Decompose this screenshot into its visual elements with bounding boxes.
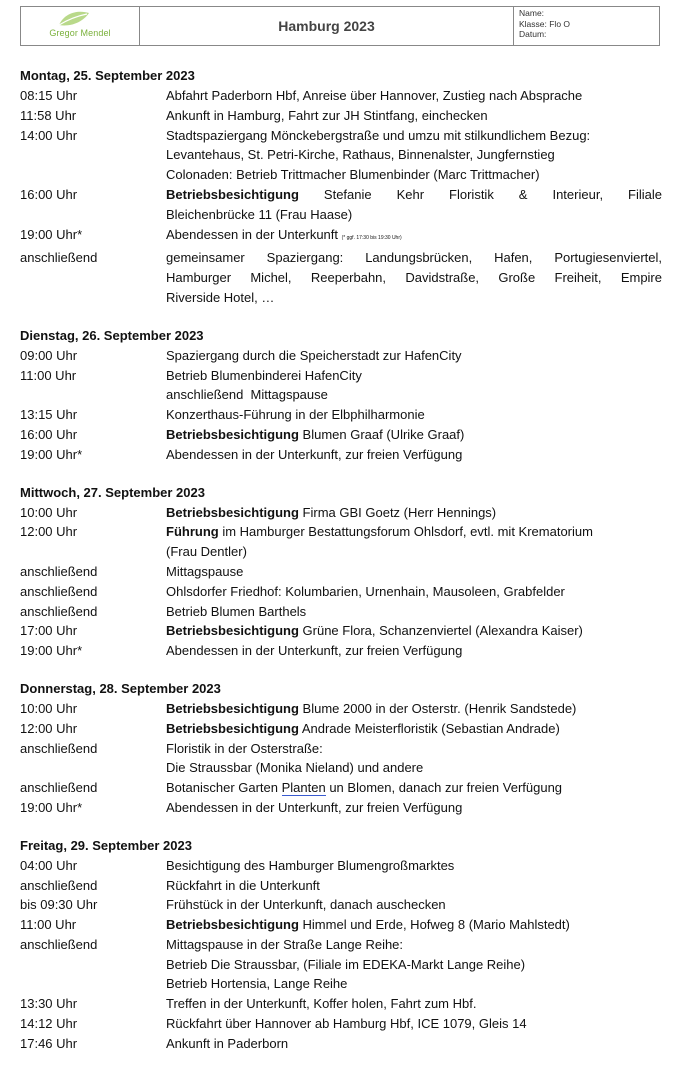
class-label: Klasse: Flo O (519, 18, 571, 29)
schedule-row (20, 935, 662, 994)
leaf-logo-icon (57, 10, 91, 28)
description: Ankunft in Paderborn (166, 1035, 289, 1051)
description: Spaziergang durch die Speicherstadt zur HafenCity (166, 347, 462, 363)
time: 11:00 Uhr (20, 917, 77, 933)
description-text: Blume 2000 in der Osterstr. (Henrik Sandstede) (298, 700, 577, 716)
description-line: Levantehaus, St. Petri-Kirche, Rathaus, Binnenalster, Jungfernstieg (166, 147, 555, 163)
footnote: (* ggf. 17:30 bis 19:30 Uhr) (341, 234, 402, 241)
time: anschließend (20, 740, 98, 756)
schedule-row (20, 445, 662, 465)
description: Betrieb Blumen Barthels (166, 603, 307, 619)
description: Rückfahrt über Hannover ab Hamburg Hbf, ICE 1079, Gleis 14 (166, 1016, 527, 1032)
description (166, 425, 662, 445)
day-title: Freitag, 29. September 2023 (20, 837, 192, 853)
time: 12:00 Uhr (20, 720, 78, 736)
document-title: Hamburg 2023 (140, 7, 514, 45)
time: 17:00 Uhr (20, 623, 78, 639)
description (166, 522, 662, 562)
time: 14:00 Uhr (20, 127, 78, 143)
schedule-row (20, 425, 662, 445)
time: anschließend (20, 936, 98, 952)
time: anschließend (20, 780, 98, 796)
schedule-row (20, 366, 662, 406)
bold-label: Betriebsbesichtigung (166, 623, 299, 639)
time: bis 09:30 Uhr (20, 897, 98, 913)
time: anschließend (20, 877, 98, 893)
time: 19:00 Uhr* (20, 643, 83, 659)
time: 04:00 Uhr (20, 857, 78, 873)
description: Ankunft in Hamburg, Fahrt zur JH Stintfang, einchecken (166, 107, 488, 123)
description-text: un Blomen, danach zur freien Verfügung (325, 780, 563, 796)
schedule-row (20, 248, 662, 307)
description: Frühstück in der Unterkunft, danach auschecken (166, 897, 446, 913)
description (166, 739, 662, 779)
planten-link[interactable]: Planten (281, 780, 326, 796)
description (166, 935, 662, 994)
description-text: Stefanie Kehr Floristik & Interieur, Filiale (298, 186, 662, 202)
description-line: (Frau Dentler) (166, 544, 247, 560)
time: 10:00 Uhr (20, 700, 78, 716)
description-text: Grüne Flora, Schanzenviertel (Alexandra Kaiser) (298, 623, 583, 639)
description: Konzerthaus-Führung in der Elbphilharmonie (166, 407, 425, 423)
schedule-row (20, 621, 662, 641)
schedule-row (20, 106, 662, 126)
description (166, 699, 662, 719)
time: 11:00 Uhr (20, 367, 77, 383)
schedule-row (20, 915, 662, 935)
day-wednesday (20, 483, 662, 661)
bold-label: Betriebsbesichtigung (166, 504, 299, 520)
day-title: Mittwoch, 27. September 2023 (20, 484, 205, 500)
description-line (166, 185, 662, 205)
logo-text: Gregor Mendel (49, 28, 111, 38)
schedule-row (20, 86, 662, 106)
time: 08:15 Uhr (20, 88, 78, 103)
student-meta (514, 7, 659, 45)
time: 19:00 Uhr* (20, 226, 83, 242)
time: 19:00 Uhr* (20, 799, 83, 815)
schedule-row (20, 503, 662, 523)
description-text: Andrade Meisterfloristik (Sebastian Andrade) (298, 720, 560, 736)
time: anschließend (20, 250, 98, 266)
description-line: Die Straussbar (Monika Nieland) und andere (166, 760, 424, 776)
bold-label: Führung (166, 524, 219, 540)
schedule-row (20, 641, 662, 661)
description-line: Betrieb Blumenbinderei HafenCity (166, 367, 362, 383)
schedule-row (20, 719, 662, 739)
schedule-row (20, 798, 662, 818)
time: 19:00 Uhr* (20, 446, 83, 462)
description-line: Floristik in der Osterstraße: (166, 740, 323, 756)
description-line: Mittagspause in der Straße Lange Reihe: (166, 936, 404, 952)
bold-label: Betriebsbesichtigung (166, 700, 299, 716)
schedule-row (20, 185, 662, 225)
description (166, 621, 662, 641)
schedule (20, 66, 662, 1072)
time: 13:15 Uhr (20, 407, 78, 423)
description-line: Stadtspaziergang Mönckebergstraße und umzu mit stilkundlichem Bezug: (166, 127, 591, 143)
bold-label: Betriebsbesichtigung (166, 720, 299, 736)
description-text: Botanischer Garten (166, 780, 282, 796)
date-label: Datum: (519, 29, 547, 39)
time: 14:12 Uhr (20, 1016, 78, 1032)
description-line: anschließend Mittagspause (166, 387, 328, 403)
description-text: Abendessen in der Unterkunft (166, 226, 338, 242)
description (166, 778, 662, 798)
schedule-row (20, 346, 662, 366)
day-title: Dienstag, 26. September 2023 (20, 327, 204, 343)
description: Besichtigung des Hamburger Blumengroßmarktes (166, 857, 455, 873)
day-title: Donnerstag, 28. September 2023 (20, 680, 221, 696)
time: 13:30 Uhr (20, 996, 78, 1012)
day-tuesday (20, 326, 662, 465)
description-text: Himmel und Erde, Hofweg 8 (Mario Mahlstedt) (298, 917, 570, 933)
description (166, 366, 662, 406)
schedule-row (20, 778, 662, 798)
time: anschließend (20, 563, 98, 579)
description (166, 719, 662, 739)
bold-label: Betriebsbesichtigung (166, 186, 299, 202)
description: Abendessen in der Unterkunft, zur freien Verfügung (166, 446, 463, 462)
description (166, 248, 662, 307)
description: Treffen in der Unterkunft, Koffer holen, Fahrt zum Hbf. (166, 996, 477, 1012)
schedule-row (20, 562, 662, 582)
description-text: Firma GBI Goetz (Herr Hennings) (298, 504, 497, 520)
time: anschließend (20, 603, 98, 619)
schedule-row (20, 994, 662, 1014)
description-line: Betrieb Die Straussbar, (Filiale im EDEKA-Markt Lange Reihe) (166, 956, 526, 972)
description-line: Colonaden: Betrieb Trittmacher Blumenbinder (Marc Trittmacher) (166, 167, 540, 183)
time: 16:00 Uhr (20, 426, 78, 442)
schedule-row (20, 582, 662, 602)
day-friday (20, 836, 662, 1054)
schedule-row (20, 739, 662, 779)
schedule-row (20, 856, 662, 876)
schedule-row (20, 522, 662, 562)
time: 11:58 Uhr (20, 107, 77, 123)
bold-label: Betriebsbesichtigung (166, 917, 299, 933)
schedule-row (20, 602, 662, 622)
time: 09:00 Uhr (20, 347, 78, 363)
description-text: im Hamburger Bestattungsforum Ohlsdorf, evtl. mit Krematorium (218, 524, 593, 540)
name-label: Name: (519, 8, 545, 18)
schedule-row (20, 1014, 662, 1034)
time: 12:00 Uhr (20, 524, 78, 540)
time: 10:00 Uhr (20, 504, 78, 520)
description: Ohlsdorfer Friedhof: Kolumbarien, Urnenhain, Mausoleen, Grabfelder (166, 583, 565, 599)
day-title: Montag, 25. September 2023 (20, 68, 195, 83)
description-line (166, 522, 662, 542)
description: Abendessen in der Unterkunft, zur freien Verfügung (166, 643, 463, 659)
description: Rückfahrt in die Unterkunft (166, 877, 320, 893)
description (166, 915, 662, 935)
description: Mittagspause (166, 563, 244, 579)
description-line: Hamburger Michel, Reeperbahn, Davidstraße, Große Freiheit, Empire (166, 270, 662, 286)
description (166, 185, 662, 225)
schedule-row (20, 405, 662, 425)
day-thursday (20, 679, 662, 818)
description-line: Riverside Hotel, … (166, 289, 275, 305)
description (166, 503, 662, 523)
description-text: Blumen Graaf (Ulrike Graaf) (298, 426, 465, 442)
description-line: gemeinsamer Spaziergang: Landungsbrücken, Hafen, Portugiesenviertel, (166, 250, 662, 266)
day-monday (20, 66, 662, 308)
time: 17:46 Uhr (20, 1035, 78, 1051)
time: anschließend (20, 583, 98, 599)
description (166, 126, 662, 185)
description: Abfahrt Paderborn Hbf, Anreise über Hannover, Zustieg nach Absprache (166, 88, 583, 103)
schedule-row (20, 876, 662, 896)
schedule-row (20, 699, 662, 719)
description: Abendessen in der Unterkunft, zur freien Verfügung (166, 799, 463, 815)
time: 16:00 Uhr (20, 186, 78, 202)
description (166, 225, 662, 249)
schedule-row (20, 225, 662, 249)
description-line: Betrieb Hortensia, Lange Reihe (166, 976, 348, 992)
document-header (20, 6, 660, 46)
description-line: Bleichenbrücke 11 (Frau Haase) (166, 206, 353, 222)
schedule-row (20, 126, 662, 185)
schedule-row (20, 895, 662, 915)
bold-label: Betriebsbesichtigung (166, 426, 299, 442)
school-logo (21, 7, 140, 45)
schedule-row (20, 1034, 662, 1054)
